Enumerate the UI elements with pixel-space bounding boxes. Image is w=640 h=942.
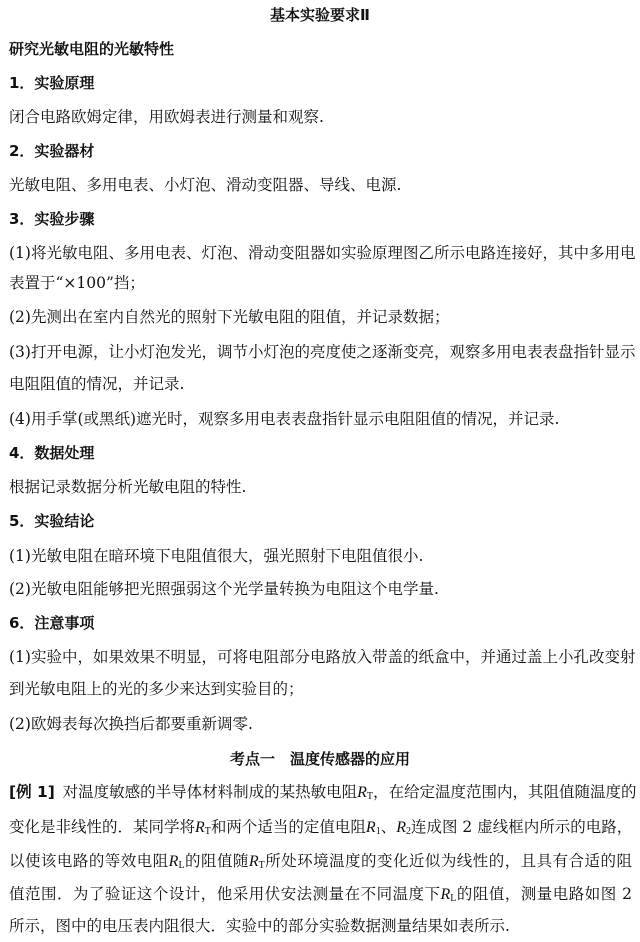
heading-notes: 6．注意事项 [9, 614, 95, 632]
heading-steps: 3．实验步骤 [9, 210, 95, 228]
paragraph-equipment: 光敏电阻、多用电表、小灯泡、滑动变阻器、导线、电源. [9, 176, 402, 194]
step-4: (4)用手掌(或黑纸)遮光时，观察多用电表表盘指针显示电阻阻值的情况，并记录. [9, 410, 560, 428]
note-1-line-2: 到光敏电阻上的光的多少来达到实验目的； [9, 680, 304, 698]
example-line-5: 所示，图中的电压表内阻很大．实验中的部分实验数据测量结果如表所示. [9, 917, 510, 935]
symbol-rt: $R_T$ [195, 819, 211, 837]
page-title: 基本实验要求Ⅱ [270, 6, 370, 24]
symbol-rt: $R_T$ [357, 784, 374, 802]
example-line-1: [例 1] 对温度敏感的半导体材料制成的某热敏电阻$R_T$，在给定温度范围内，其阻值随温度的 [9, 783, 637, 802]
paragraph-data-processing: 根据记录数据分析光敏电阻的特性. [9, 478, 247, 496]
step-3-line-2: 电阻阻值的情况，并记录. [9, 375, 185, 393]
example-label: [例 1] [9, 783, 55, 801]
symbol-rl: $R_L$ [168, 853, 185, 871]
symbol-rl: $R_L$ [440, 886, 457, 904]
heading-data-processing: 4．数据处理 [9, 444, 95, 462]
example-line-2: 变化是非线性的．某同学将$R_T$和两个适当的定值电阻$R_1$、$R_2$连成图 2 虚线框内所示的电路， [9, 818, 633, 837]
symbol-r2: $R_2$ [396, 819, 411, 837]
heading-principle: 1．实验原理 [9, 74, 95, 92]
section-title: 研究光敏电阻的光敏特性 [9, 40, 175, 58]
kaodian-heading: 考点一 温度传感器的应用 [229, 750, 410, 768]
conclusion-1: (1)光敏电阻在暗环境下电阻值很大，强光照射下电阻值很小. [9, 547, 424, 565]
heading-equipment: 2．实验器材 [9, 142, 95, 160]
paragraph-principle: 闭合电路欧姆定律，用欧姆表进行测量和观察. [9, 108, 324, 126]
note-2: (2)欧姆表每次换挡后都要重新调零. [9, 715, 253, 733]
conclusion-2: (2)光敏电阻能够把光照强弱这个光学量转换为电阻这个电学量. [9, 580, 439, 598]
step-2: (2)先测出在室内自然光的照射下光敏电阻的阻值，并记录数据； [9, 308, 450, 326]
step-1-line-1: (1)将光敏电阻、多用电表、灯泡、滑动变阻器如实验原理图乙所示电路连接好，其中多用电 [9, 244, 636, 262]
symbol-rt: $R_T$ [248, 853, 265, 871]
step-3-line-1: (3)打开电源，让小灯泡发光，调节小灯泡的亮度使之逐渐变亮，观察多用电表表盘指针显示 [9, 343, 636, 361]
step-1-line-2: 表置于“×100”挡； [9, 274, 145, 292]
symbol-r1: $R_1$ [365, 819, 381, 837]
heading-conclusion: 5．实验结论 [9, 512, 95, 530]
example-line-4: 值范围．为了验证这个设计，他采用伏安法测量在不同温度下$R_L$的阻值，测量电路如图 2 [9, 885, 632, 904]
note-1-line-1: (1)实验中，如果效果不明显，可将电阻部分电路放入带盖的纸盒中，并通过盖上小孔改变射 [9, 648, 636, 666]
example-line-3: 以使该电路的等效电阻$R_L$的阻值随$R_T$所处环境温度的变化近似为线性的，且具有合适的阻 [9, 852, 632, 871]
